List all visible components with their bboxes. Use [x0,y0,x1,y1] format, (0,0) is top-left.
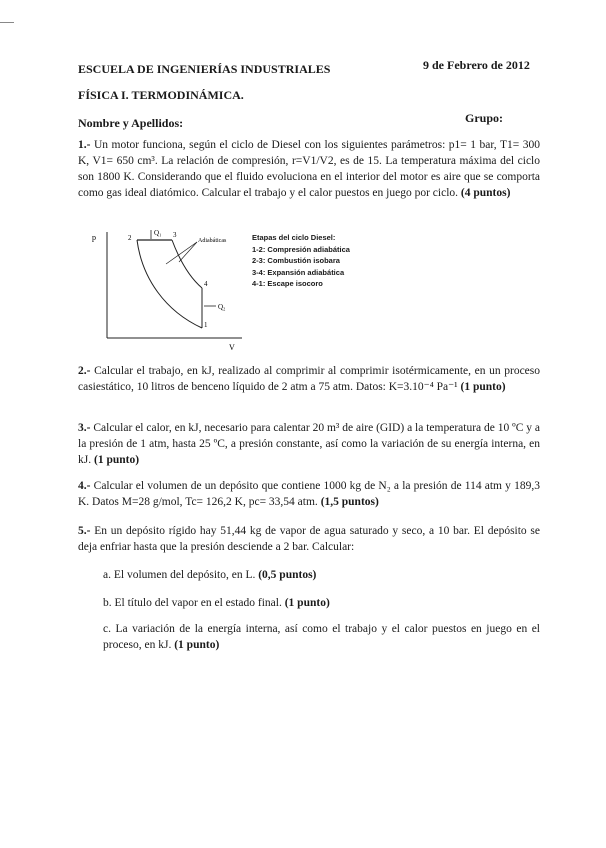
question-5b [103,595,540,611]
adiabatic-pointer-2 [179,242,197,262]
school-name: ESCUELA DE INGENIERÍAS INDUSTRIALES [78,62,331,76]
heat-out-label: Q₂ [218,303,226,311]
adiabatic-label: Adiabáticas [198,238,227,244]
cycle-legend [252,232,350,290]
legend-item: 1-2: Compresión adiabática [252,244,350,254]
question-text: Un motor funciona, según el ciclo de Diesel con los siguientes parámetros: p1= 1 bar, T1= 300 K, V1= 650 cm³. La relación de compresión, r=V1/V2, es de 15. La temperatura máxima del ciclo son 1800 K. Considerando que el fluido evoluciona en el interior del motor es aire que se comporta como gas ideal diatómico. Calcular el trabajo y el calor puestos en juego por ciclo. [78,139,540,199]
question-number: 1.- [78,139,91,151]
subquestion-points: (1 punto) [284,597,330,609]
subquestion-points: (0,5 puntos) [258,569,317,581]
subquestion-text: b. El título del vapor en el estado final. [103,597,282,609]
p-axis-label: p [92,233,96,242]
subquestion-points: (1 punto) [174,639,220,651]
heat-in-label: Q₁ [154,229,162,237]
question-1 [78,137,540,201]
question-text: Calcular el calor, en kJ, necesario para calentar 20 m³ de aire (GID) a la temperatura de 10 ºC y a la presión de 1 atm, hasta 25 ºC, a presión constante, así como la variación de su energía interna, en kJ. [78,422,540,466]
legend-title: Etapas del ciclo Diesel: [252,233,336,242]
question-points: (1 punto) [93,454,140,466]
legend-item: 4-1: Escape isocoro [252,279,323,288]
course-title: FÍSICA I. TERMODINÁMICA. [78,88,244,102]
question-number: 2.- [78,365,91,377]
expansion-adiabat [172,240,202,288]
question-number: 4.- [78,480,91,492]
diesel-pv-diagram [80,226,250,354]
question-number: 5.- [78,525,91,537]
question-3 [78,420,540,468]
question-5c [103,621,540,653]
question-5a [103,567,540,583]
point-4: 4 [204,280,208,288]
question-points: (1,5 puntos) [320,496,379,508]
name-label: Nombre y Apellidos: [78,116,184,130]
question-text: En un depósito rígido hay 51,44 kg de vapor de agua saturado y seco, a 10 bar. El depósito se deja enfriar hasta que la presión desciende a 2 bar. Calcular: [78,525,541,553]
exam-date: 9 de Febrero de 2012 [423,58,530,72]
point-2: 2 [128,234,132,242]
group-label: Grupo: [465,111,504,125]
scan-corner-mark [0,22,14,23]
point-1: 1 [204,321,208,329]
legend-item: 3-4: Expansión adiabática [252,267,345,277]
question-points: (4 puntos) [460,187,511,199]
question-points: (1 punto) [460,381,506,393]
subquestion-text: a. El volumen del depósito, en L. [103,569,256,581]
point-3: 3 [173,231,177,239]
legend-item: 2-3: Combustión isobara [252,256,340,265]
subquestion-text: c. La variación de la energía interna, así como el trabajo y el calor puestos en juego en el proceso, en kJ. [103,623,540,651]
compression-adiabat [137,240,202,328]
question-text: Calcular el volumen de un depósito que contiene 1000 kg de N₂ a la presión de 114 atm y 189,3 K. Datos M=28 g/mol, Tc= 126,2 K, pc= 33,54 atm. [78,480,540,508]
question-text: Calcular el trabajo, en kJ, realizado al comprimir al comprimir isotérmicamente, en un proceso casiestático, 10 litros de benceno líquido de 2 atm a 75 atm. Datos: K=3.10⁻⁴ Pa⁻¹ [78,365,540,393]
question-4 [78,478,540,510]
question-number: 3.- [78,422,91,434]
v-axis-label: V [229,343,235,352]
question-2 [78,363,540,395]
question-5 [78,523,540,555]
